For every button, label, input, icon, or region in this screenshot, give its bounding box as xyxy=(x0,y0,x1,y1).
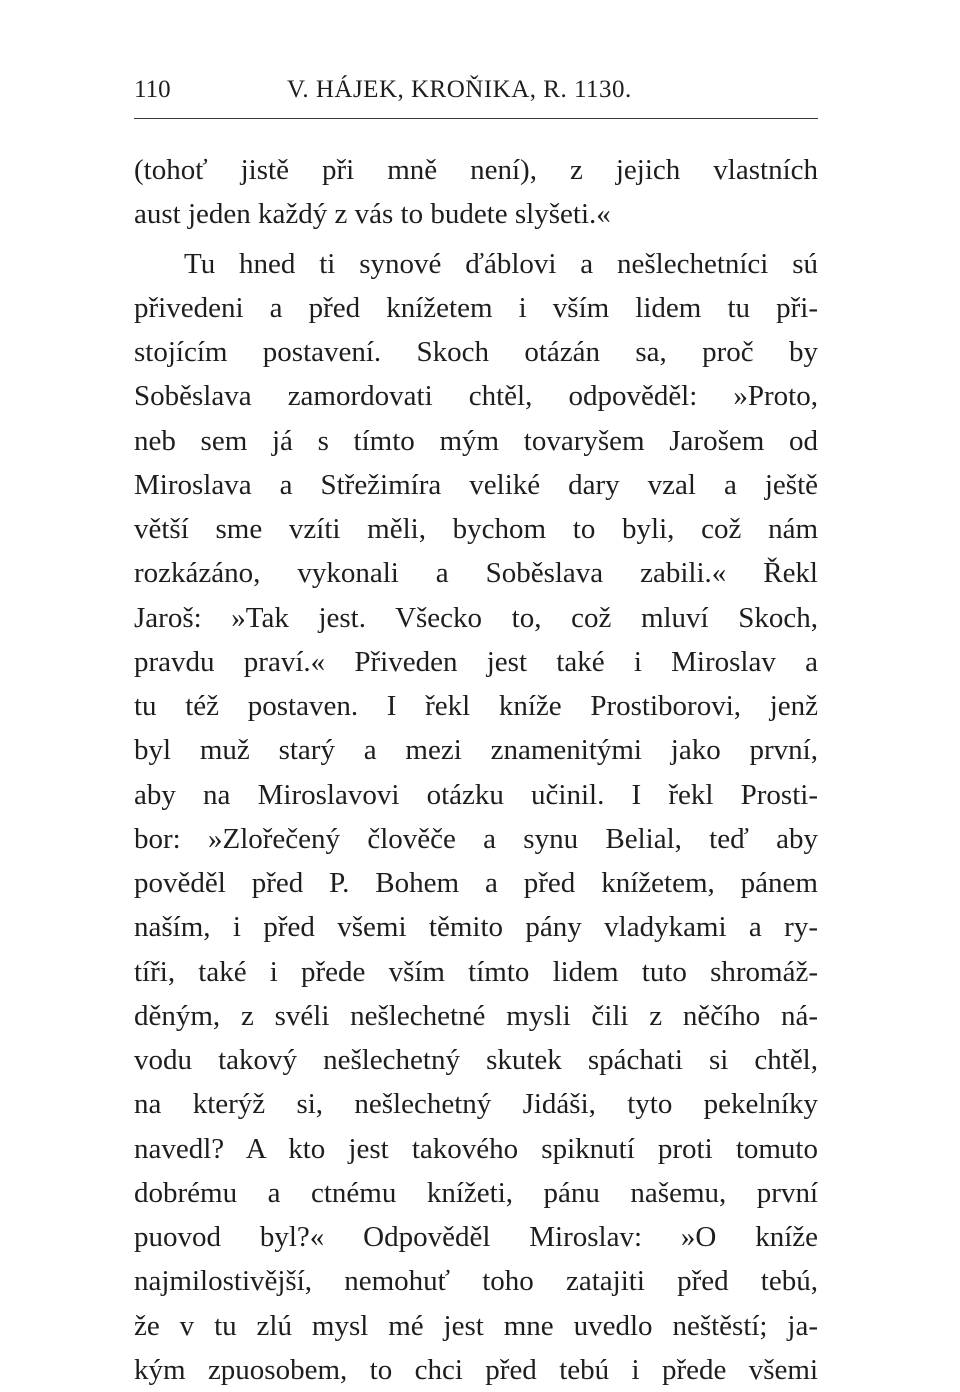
text-line: dobrému a ctnému knížeti, pánu našemu, první xyxy=(134,1176,818,1209)
text-line: bor: »Zlořečený člověče a synu Belial, teď aby xyxy=(134,822,818,855)
text-line: najmilostivější, nemohuť toho zatajiti před tebú, xyxy=(134,1265,818,1298)
text-line: větší sme vzíti měli, bychom to byli, což nám xyxy=(134,513,818,545)
text-line: pravdu praví.« Přiveden jest také i Miroslav a xyxy=(134,645,818,678)
text-line: Jaroš: »Tak jest. Všecko to, což mluví Skoch, xyxy=(134,601,818,634)
text-line: neb sem já s tímto mým tovaryšem Jarošem od xyxy=(134,424,818,457)
text-line: pověděl před P. Bohem a před knížetem, pánem xyxy=(134,867,818,899)
text-line: navedl? A kto jest takového spiknutí proti tomuto xyxy=(134,1132,818,1165)
body-text xyxy=(134,148,818,1392)
text-line: kým zpuosobem, to chci před tebú i přede všemi xyxy=(134,1353,818,1386)
text-line: aust jeden každý z vás to budete slyšeti.« xyxy=(134,198,611,231)
text-line: tíři, také i přede vším tímto lidem tuto shromáž- xyxy=(134,955,818,988)
text-line: přivedeni a před knížetem i vším lidem tu při- xyxy=(134,291,818,324)
text-line: na kterýž si, nešlechetný Jidáši, tyto pekelníky xyxy=(134,1088,818,1121)
text-line: rozkázáno, vykonali a Soběslava zabili.« Řekl xyxy=(134,557,818,590)
text-line: Soběslava zamordovati chtěl, odpověděl: »Proto, xyxy=(134,380,818,413)
text-line: děným, z svéli nešlechetné mysli čili z něčího ná- xyxy=(134,999,818,1032)
header-rule xyxy=(134,118,818,119)
text-line: vodu takový nešlechetný skutek spáchati si chtěl, xyxy=(134,1044,818,1076)
text-line: (tohoť jistě při mně není), z jejich vlastních xyxy=(134,154,818,186)
text-line: aby na Miroslavovi otázku učinil. I řekl Prosti- xyxy=(134,778,818,811)
running-head: V. HÁJEK, KROŇIKA, R. 1130. xyxy=(287,76,632,103)
text-line: že v tu zlú mysl mé jest mne uvedlo neštěstí; ja- xyxy=(134,1309,818,1342)
text-line: stojícím postavení. Skoch otázán sa, proč by xyxy=(134,336,818,368)
text-line: byl muž starý a mezi znamenitými jako první, xyxy=(134,734,818,767)
text-line: Tu hned ti synové ďáblovi a nešlechetníci sú xyxy=(184,247,818,280)
page-number: 110 xyxy=(134,76,171,103)
text-line: Miroslava a Střežimíra veliké dary vzal a ještě xyxy=(134,468,818,501)
text-line: naším, i před všemi těmito pány vladykami a ry- xyxy=(134,911,818,944)
text-line: tu též postaven. I řekl kníže Prostiborovi, jenž xyxy=(134,690,818,722)
text-line: puovod byl?« Odpověděl Miroslav: »O kníže xyxy=(134,1221,818,1253)
